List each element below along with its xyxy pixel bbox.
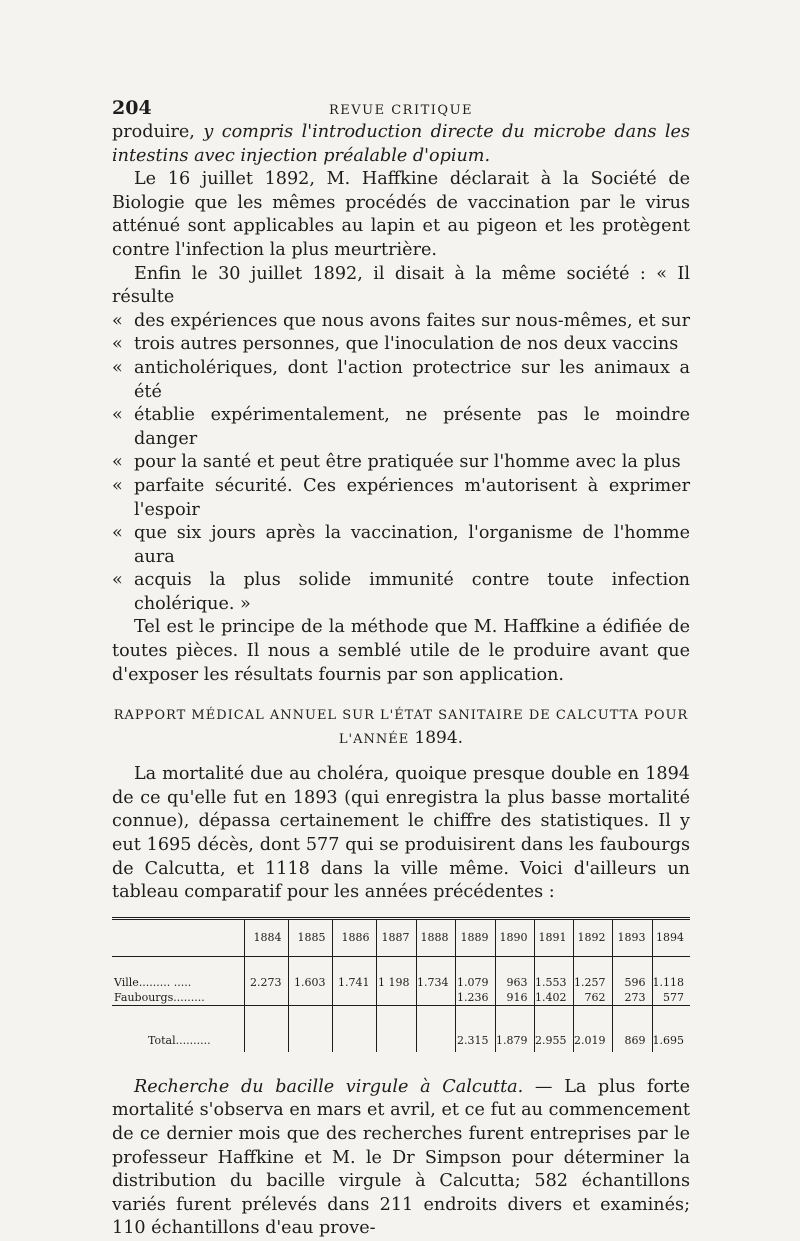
- continuation-italic-text: y compris l'introduction directe du microbe dans les intestins avec injection préalable d'opium.: [112, 122, 690, 166]
- table-cell: 916: [495, 990, 534, 1006]
- table-cell: [288, 1024, 332, 1052]
- quotation-block: [112, 310, 690, 617]
- quote-mark: «: [112, 310, 123, 331]
- table-cell: 2.955: [534, 1024, 573, 1052]
- table-row-total: [112, 1024, 690, 1052]
- paragraph-bacille-text: — La plus forte mortalité s'observa en mars et avril, et ce fut au commencement de ce dernier mois que des recherches furent entreprises par le professeur Haffkine et M. le Dr Simpson pour déterminer la distribution du bacille virgule à Calcutta; 582 échantillons variés furent prélevés dans 211 endroits divers et examinés; 110 échantillons d'eau prove-: [112, 1076, 690, 1239]
- quote-line: [112, 404, 690, 451]
- table-cell: 1 198: [376, 975, 416, 990]
- quote-line: [112, 310, 690, 334]
- spacer-cell: [376, 1005, 416, 1024]
- quote-text: acquis la plus solide immunité contre toute infection cholérique. »: [134, 570, 690, 614]
- header-year: 1893: [612, 920, 652, 957]
- spacer-cell: [455, 1005, 495, 1024]
- spacer-cell: [332, 1005, 376, 1024]
- spacer-cell: [612, 956, 652, 975]
- row-label: Total..........: [148, 1034, 211, 1048]
- spacer-cell: [416, 1005, 455, 1024]
- spacer-cell: [612, 1005, 652, 1024]
- paragraph-bacille-research: [112, 1076, 690, 1241]
- section-title-line1: RAPPORT MÉDICAL ANNUEL SUR L'ÉTAT SANITAIRE DE CALCUTTA POUR: [113, 708, 689, 724]
- mortality-table: [112, 920, 690, 1052]
- quote-text: trois autres personnes, que l'inoculation de nos deux vaccins: [134, 334, 679, 355]
- section-title: [112, 705, 690, 751]
- spacer-cell: [112, 1005, 244, 1024]
- table-cell: 869: [612, 1024, 652, 1052]
- table-cell: [332, 990, 376, 1006]
- header-year: 1894: [652, 920, 690, 957]
- paragraph-quote-intro: Enfin le 30 juillet 1892, il disait à la même société : « Il résulte: [112, 263, 690, 308]
- table-cell: [416, 990, 455, 1006]
- table-cell: 1.734: [416, 975, 455, 990]
- spacer-cell: [244, 1005, 288, 1024]
- header-year: 1885: [288, 920, 332, 957]
- row-label: Faubourgs.........: [114, 990, 205, 1004]
- quote-line: [112, 522, 690, 569]
- quote-text: pour la santé et peut être pratiquée sur l'homme avec la plus: [134, 452, 681, 473]
- table-cell: [416, 1024, 455, 1052]
- page-header: [112, 95, 690, 121]
- spacer-cell: [573, 1005, 612, 1024]
- quote-text: anticholériques, dont l'action protectrice sur les animaux a été: [134, 357, 690, 402]
- subsection-heading: Recherche du bacille virgule à Calcutta.: [134, 1076, 524, 1097]
- quote-mark: «: [112, 334, 123, 355]
- table-header-row: [112, 920, 690, 957]
- table-cell: 1.603: [288, 975, 332, 990]
- spacer-cell: [534, 956, 573, 975]
- table-cell: 596: [612, 975, 652, 990]
- header-year: 1886: [332, 920, 376, 957]
- header-year: 1890: [495, 920, 534, 957]
- header-year: 1889: [455, 920, 495, 957]
- table-cell: 963: [495, 975, 534, 990]
- table-cell: 2.315: [455, 1024, 495, 1052]
- table-row-faubourgs: [112, 990, 690, 1006]
- table-cell: 577: [652, 990, 690, 1006]
- table-cell: [376, 1024, 416, 1052]
- table-cell: [244, 1024, 288, 1052]
- spacer-cell: [112, 956, 244, 975]
- table-cell: 1.879: [495, 1024, 534, 1052]
- spacer-cell: [288, 956, 332, 975]
- spacer-cell: [332, 956, 376, 975]
- quote-line: [112, 451, 690, 475]
- spacer-cell: [455, 956, 495, 975]
- section-title-line2: [112, 727, 690, 751]
- table-cell: 2.019: [573, 1024, 612, 1052]
- table-cell: 1.118: [652, 975, 690, 990]
- quote-line: [112, 357, 690, 404]
- table-cell: 1.079: [455, 975, 495, 990]
- spacer-cell: [495, 956, 534, 975]
- table-cell: 1.257: [573, 975, 612, 990]
- table-cell: 1.553: [534, 975, 573, 990]
- quote-mark: «: [112, 357, 123, 378]
- spacer-cell: [416, 956, 455, 975]
- mortality-table-wrapper: [112, 917, 690, 1052]
- table-spacer-row: [112, 1005, 690, 1024]
- quote-text: des expériences que nous avons faites sur nous-mêmes, et sur: [134, 310, 690, 331]
- header-year: 1887: [376, 920, 416, 957]
- spacer-cell: [495, 1005, 534, 1024]
- quote-mark: «: [112, 570, 123, 591]
- quote-line: [112, 333, 690, 357]
- row-label: Ville......... .....: [114, 975, 192, 989]
- spacer-cell: [244, 956, 288, 975]
- paragraph-mortality: La mortalité due au choléra, quoique presque double en 1894 de ce qu'elle fut en 1893 (qui enregistra la plus basse mortalité connue), dépassa certainement le chiffre des statistiques. Il y eut 1695 décès, dont 577 qui se produisirent dans les faubourgs de Calcutta, et 1118 dans la ville même. Voici d'ailleurs un tableau comparatif pour les années précédentes :: [112, 764, 690, 903]
- table-cell: 1.741: [332, 975, 376, 990]
- quote-text: parfaite sécurité. Ces expériences m'autorisent à exprimer l'espoir: [134, 475, 690, 520]
- quote-line: [112, 569, 690, 616]
- section-title-year: 1894.: [414, 728, 464, 749]
- paragraph-haffkine-biologie: Le 16 juillet 1892, M. Haffkine déclarait à la Société de Biologie que les mêmes procédés de vaccination par le virus atténué sont applicables au lapin et au pigeon et les protègent contre l'infection la plus meurtrière.: [112, 169, 690, 260]
- table-cell: [244, 990, 288, 1006]
- table-cell: 1.402: [534, 990, 573, 1006]
- table-cell: 273: [612, 990, 652, 1006]
- header-year: 1892: [573, 920, 612, 957]
- table-cell: [288, 990, 332, 1006]
- quote-mark: «: [112, 452, 123, 473]
- paragraph-continuation: [112, 121, 690, 168]
- quote-line: [112, 475, 690, 522]
- page-number: 204: [112, 97, 152, 119]
- quote-text: établie expérimentalement, ne présente pas le moindre danger: [134, 405, 690, 449]
- table-cell: 1.695: [652, 1024, 690, 1052]
- section-title-prefix: L'ANNÉE: [338, 732, 415, 748]
- table-cell: 762: [573, 990, 612, 1006]
- header-empty: [112, 920, 244, 957]
- quote-mark: «: [112, 475, 123, 496]
- spacer-cell: [288, 1005, 332, 1024]
- table-cell: [376, 990, 416, 1006]
- quote-text: que six jours après la vaccination, l'organisme de l'homme aura: [134, 523, 690, 567]
- spacer-cell: [652, 956, 690, 975]
- header-year: 1888: [416, 920, 455, 957]
- running-title: REVUE CRITIQUE: [328, 103, 474, 118]
- spacer-cell: [652, 1005, 690, 1024]
- table-cell: 1.236: [455, 990, 495, 1006]
- table-row-ville: [112, 975, 690, 990]
- quote-mark: «: [112, 405, 123, 426]
- header-year: 1891: [534, 920, 573, 957]
- spacer-cell: [376, 956, 416, 975]
- header-year: 1884: [244, 920, 288, 957]
- continuation-text: produire,: [112, 122, 204, 142]
- document-page: [112, 95, 690, 1241]
- spacer-cell: [573, 956, 612, 975]
- paragraph-principle: Tel est le principe de la méthode que M. Haffkine a édifiée de toutes pièces. Il nous a semblé utile de le produire avant que d'exposer les résultats fournis par son application.: [112, 617, 690, 685]
- table-cell: 2.273: [244, 975, 288, 990]
- quote-mark: «: [112, 523, 123, 544]
- table-spacer-row: [112, 956, 690, 975]
- table-cell: [332, 1024, 376, 1052]
- spacer-cell: [534, 1005, 573, 1024]
